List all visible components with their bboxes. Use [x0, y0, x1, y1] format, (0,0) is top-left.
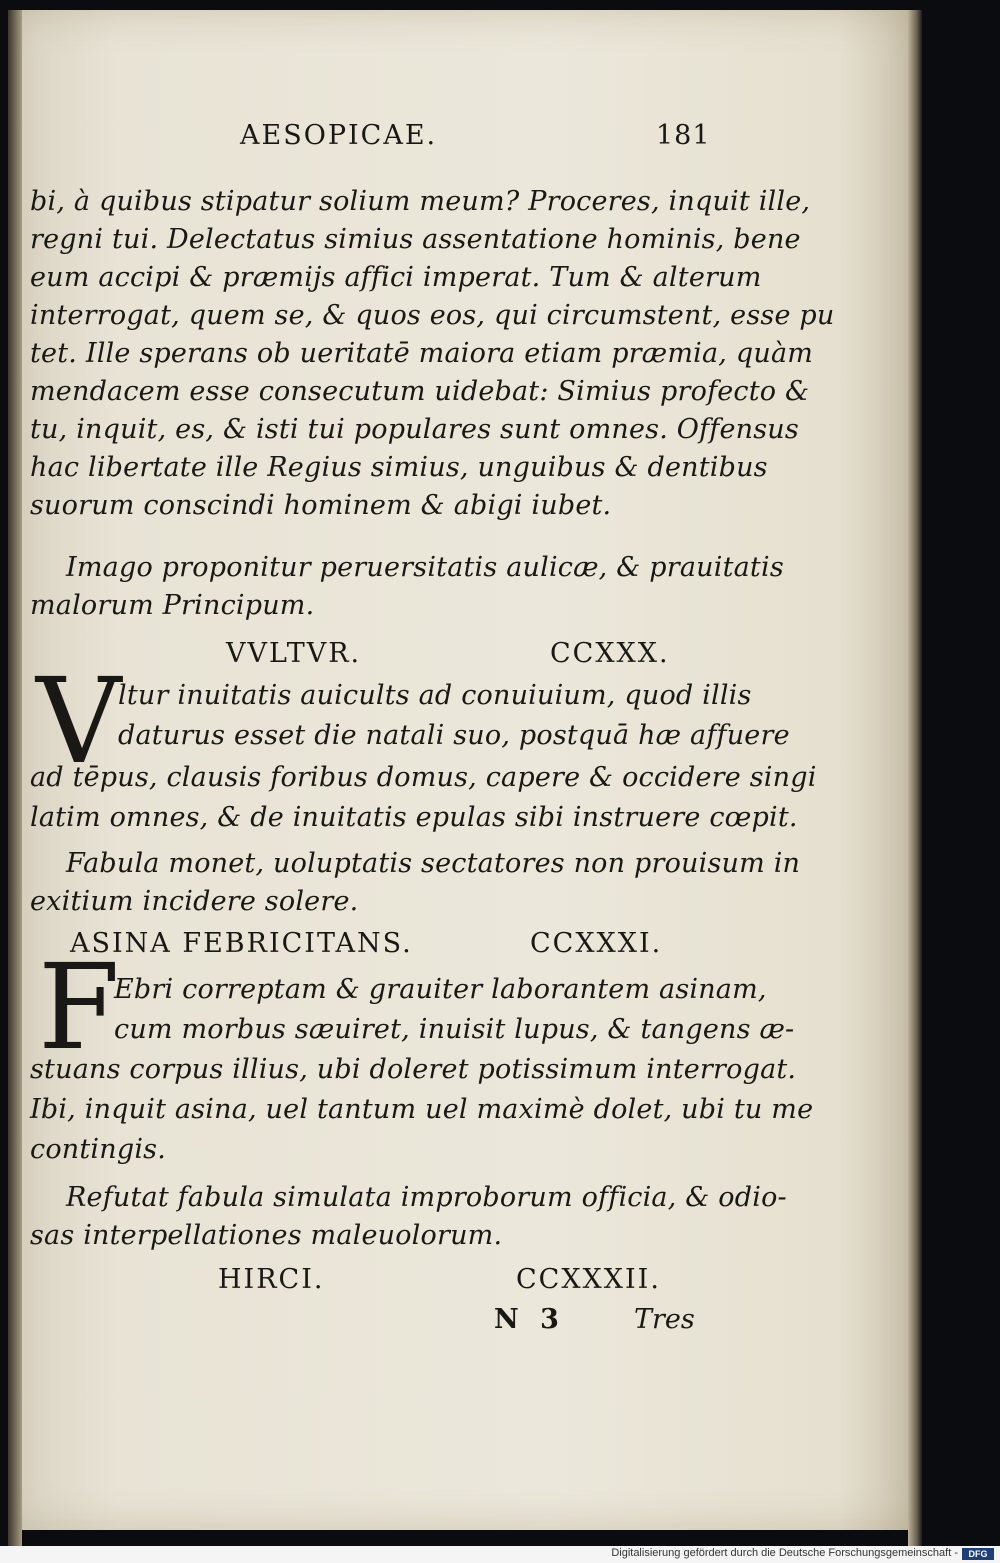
text-line: tu, inquit, es, & isti tui populares sunt omnes. Offensus — [30, 414, 799, 445]
moral-line: malorum Principum. — [30, 590, 315, 621]
footer-credit: Digitalisierung gefördert durch die Deutsche Forschungsgemeinschaft - — [611, 1547, 958, 1559]
text-line: cum morbus sæuiret, inuisit lupus, & tangens æ- — [114, 1014, 795, 1045]
gutter-shadow — [8, 10, 22, 1550]
fable-number: CCXXX. — [550, 638, 670, 669]
text-line: daturus esset die natali suo, postquā hæ affuere — [118, 720, 790, 751]
text-line: Ibi, inquit asina, uel tantum uel maximè dolet, ubi tu me — [30, 1094, 814, 1125]
text-line: contingis. — [30, 1134, 166, 1165]
dfg-logo: DFG — [962, 1548, 994, 1560]
text-line: suorum conscindi hominem & abigi iubet. — [30, 490, 612, 521]
moral-line: Fabula monet, uoluptatis sectatores non prouisum in — [66, 848, 801, 879]
moral-line: Imago proponitur peruersitatis aulicæ, & prauitatis — [66, 552, 784, 583]
text-line: ad tēpus, clausis foribus domus, capere & occidere singi — [30, 762, 817, 793]
text-line: eum accipi & præmijs affici imperat. Tum & alterum — [30, 262, 762, 293]
drop-cap: V — [36, 652, 122, 790]
text-line: bi, à quibus stipatur solium meum? Proceres, inquit ille, — [30, 186, 811, 217]
text-line: stuans corpus illius, ubi doleret potissimum interrogat. — [30, 1054, 797, 1085]
text-line: ltur inuitatis auicults ad conuiuium, quod illis — [118, 680, 752, 711]
text-line: regni tui. Delectatus simius assentatione hominis, bene — [30, 224, 801, 255]
fable-number: CCXXXII. — [516, 1264, 661, 1295]
page-number: 181 — [656, 120, 711, 151]
text-line: interrogat, quem se, & quos eos, qui circumstent, esse pu — [30, 300, 835, 331]
fable-number: CCXXXI. — [530, 928, 663, 959]
text-line: hac libertate ille Regius simius, unguibus & dentibus — [30, 452, 768, 483]
moral-line: exitium incidere solere. — [30, 886, 359, 917]
drop-cap: F — [38, 938, 121, 1076]
signature-mark: N 3 — [494, 1304, 565, 1335]
text-line: Ebri correptam & grauiter laborantem asinam, — [114, 974, 767, 1005]
running-title: AESOPICAE. — [240, 120, 438, 151]
catchword: Tres — [634, 1304, 695, 1335]
fable-title: ASINA FEBRICITANS. — [70, 928, 413, 959]
page-edge — [908, 10, 922, 1550]
fable-title: VVLTVR. — [226, 638, 362, 669]
text-line: tet. Ille sperans ob ueritatē maiora etiam præmia, quàm — [30, 338, 814, 369]
moral-line: sas interpellationes maleuolorum. — [30, 1220, 503, 1251]
moral-line: Refutat fabula simulata improborum officia, & odio- — [66, 1182, 787, 1213]
fable-title: HIRCI. — [218, 1264, 325, 1295]
text-line: mendacem esse consecutum uidebat: Simius profecto & — [30, 376, 810, 407]
book-page — [8, 10, 910, 1530]
text-line: latim omnes, & de inuitatis epulas sibi instruere cœpit. — [30, 802, 798, 833]
